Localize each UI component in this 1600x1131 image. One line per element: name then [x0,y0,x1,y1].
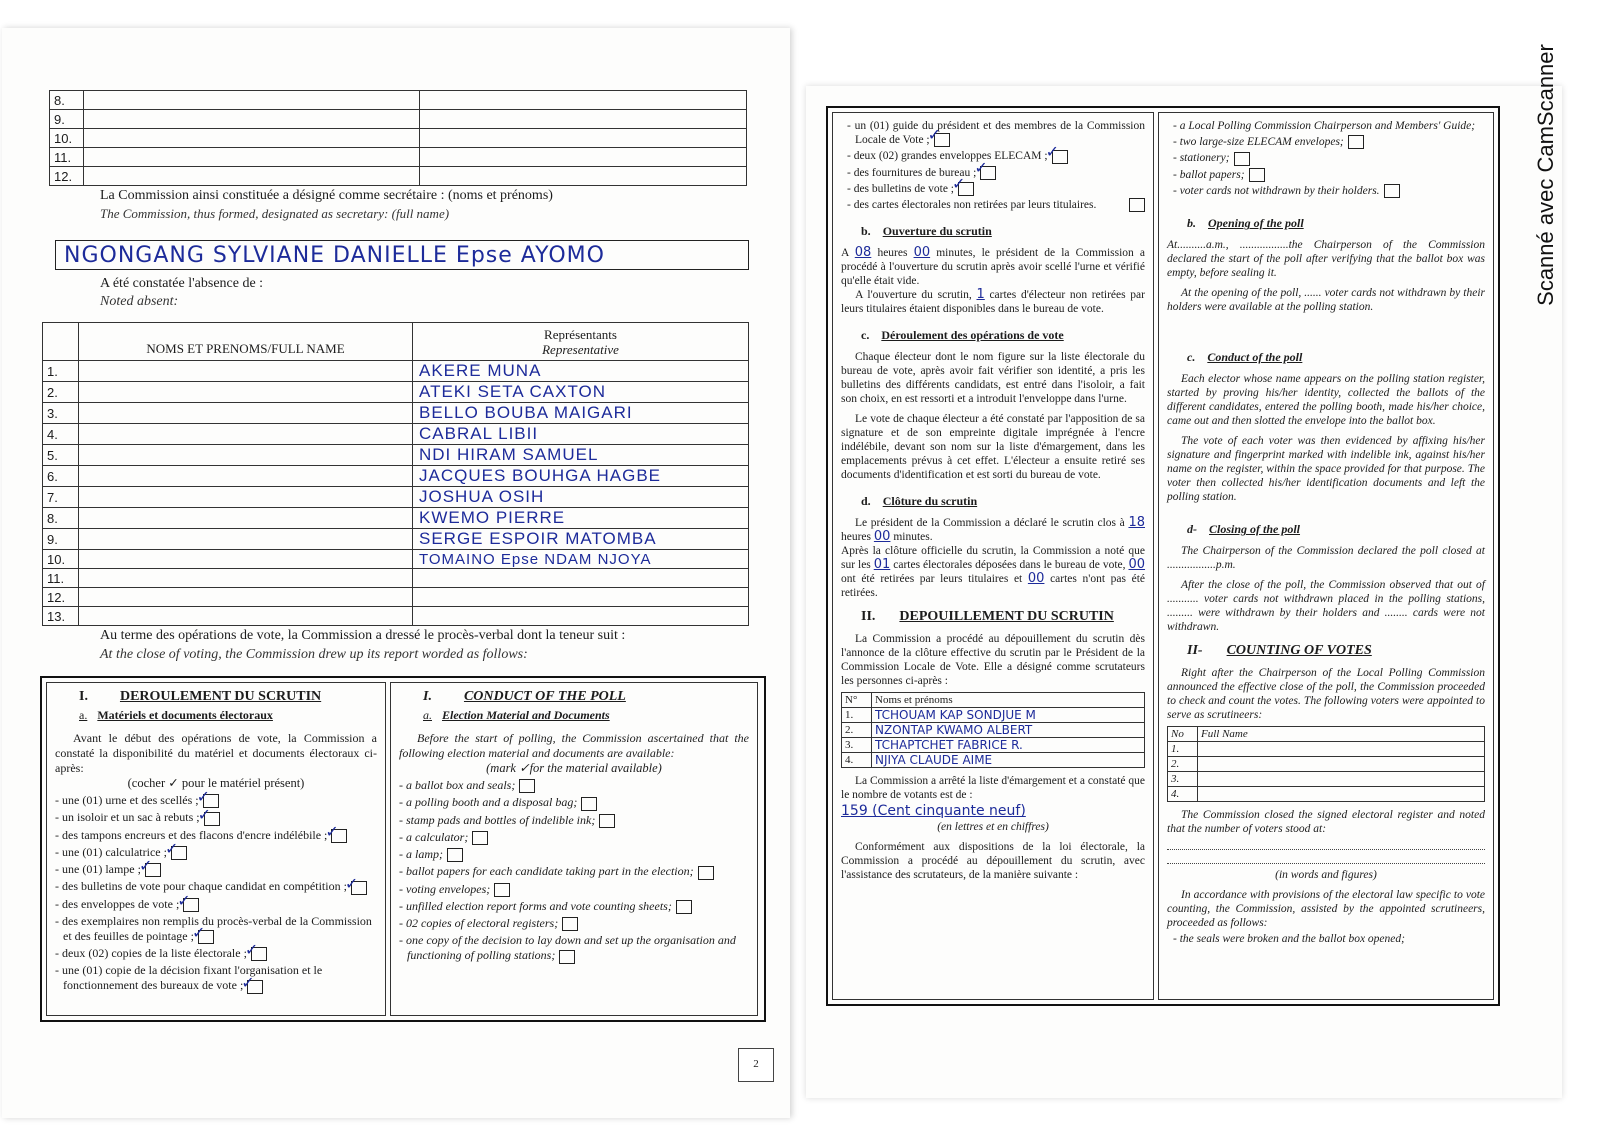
closing-statement-en: At the close of voting, the Commission drew up its report worded as follows: [100,647,528,662]
table-header: N° Noms et prénoms [842,693,1145,708]
material-list-en [399,778,749,964]
list-item: - une (01) lampe ;✓ [55,862,377,877]
opening-text-2-en: At the opening of the poll, ...... voter cards not withdrawn by their holders were available at the polling station. [1167,287,1485,314]
checkbox[interactable] [676,900,692,914]
row-number: 9. [50,110,84,129]
table-row [50,91,747,110]
closing-title-en: d- Closing of the poll [1187,522,1301,537]
closing-minutes: 00 [873,529,891,545]
right-column-fr [832,112,1154,1000]
top-table [49,90,747,186]
material-list-en-continued [1173,119,1485,198]
checkbox[interactable] [980,166,996,180]
list-item: - a calculator; [399,830,749,845]
table-row: 5. NDI HIRAM SAMUEL [43,445,749,466]
intro-text-fr: Avant le début des opérations de vote, la Commission a constaté la disponibilité du matériel et documents électoraux ci-après: [55,731,377,775]
subsection-title-fr: a. Matériels et documents électoraux [79,708,273,722]
closing-cards-not-withdrawn: 00 [1027,571,1045,587]
row-number: 10. [50,129,84,148]
voting-operations-text-2-fr: Le vote de chaque électeur a été constaté par l'apposition de sa signature et de son empreinte digitale imprégnée à l'encre indélébile, devant son nom sur la liste d'émargement, dans les emplacements prévus à cet effet. L'électeur a ensuite retiré ses documents d'identification et est sorti du bureau de vote. [841,413,1145,482]
checkbox[interactable] [519,779,535,793]
checkbox[interactable] [1129,198,1145,212]
opening-title-fr: b. Ouverture du scrutin [861,224,992,239]
section-title-en: I. CONDUCT OF THE POLL [423,689,626,704]
list-item: - ballot papers; [1173,168,1485,182]
list-item: - une (01) calculatrice ;✓ [55,845,377,860]
table-row [50,110,747,129]
checkbox[interactable] [145,863,161,877]
conduct-text-1-en: Each elector whose name appears on the polling station register, started by proving his/her identity, collected the ballots of the different candidates, entered the polling booth, made his/her choice, came out and then slotted the envelope into the ballot box. [1167,373,1485,428]
checkbox[interactable] [1052,150,1068,164]
list-item: - stamp pads and bottles of indelible ink; [399,813,749,828]
row-number: 12. [50,167,84,186]
representative-name: NDI HIRAM SAMUEL [413,445,749,466]
closing-statement-fr: Au terme des opérations de vote, la Commission a dressé le procès-verbal dont la teneur suit : [100,628,626,643]
representative-name: BELLO BOUBA MAIGARI [413,403,749,424]
scrutineer-name: TCHOUAM KAP SONDJUE M [872,708,1145,723]
col-rep-en: Representative [542,341,619,357]
checkbox[interactable] [198,930,214,944]
representative-name [413,588,749,607]
table-row: 1. [1168,742,1485,757]
table-row: 9. SERGE ESPOIR MATOMBA [43,529,749,550]
voters-note-en: (in words and figures) [1275,869,1377,882]
table-row: 11. [43,569,749,588]
list-item: - voting envelopes; [399,882,749,897]
column-header-rep [413,323,749,361]
counting-text-en: Right after the Chairperson of the Local Polling Commission announced the effective close of the poll, the Commission proceeded to check and count the votes. The following voters were appointed to serve as scrutineers: [1167,667,1485,722]
table-row: 2. ATEKI SETA CAXTON [43,382,749,403]
left-page [2,28,790,1118]
table-row: 7. JOSHUA OSIH [43,487,749,508]
opening-cards: 1 [976,287,985,303]
checkbox[interactable] [1348,135,1364,149]
table-row: 3. TCHAPTCHET FABRICE R. [842,738,1145,753]
checkbox[interactable] [698,866,714,880]
closing-text-fr: Le président de la Commission a déclaré le scrutin clos à 18 heures 00 minutes. Après la clôture officielle du scrutin, la Commission a noté que sur les 01 cartes électorales déposées dans le bureau de vote, 00 ont été retirées par leurs titulaires et 00 cartes n'ont pas été retirées. [841,515,1146,600]
checkbox[interactable] [247,980,263,994]
list-item: - a polling booth and a disposal bag; [399,795,749,810]
table-row: 1. TCHOUAM KAP SONDJUE M [842,708,1145,723]
list-item: - stationery; [1173,151,1485,165]
voters-blank-line[interactable] [1167,852,1485,864]
list-item: - une (01) copie de la décision fixant l'organisation et le fonctionnement des bureaux de vote ;✓ [55,963,377,993]
table-row: 4. [1168,787,1485,802]
checkbox[interactable] [494,883,510,897]
table-row: 10. TOMAINO Epse NDAM NJOYA [43,550,749,569]
scrutineer-name: TCHAPTCHET FABRICE R. [872,738,1145,753]
voting-operations-text-1-fr: Chaque électeur dont le nom figure sur la liste électorale du bureau de vote, après avoir fait vérifier son identité, a pris les bulletins des différents candidats, est entré dans l'isoloir, a fait son choix, en est ressorti et a introduit l'enveloppe dans l'urne. [841,351,1145,406]
list-item: - un isoloir et un sac à rebuts ;✓ [55,810,377,825]
checkbox[interactable] [171,846,187,860]
checkbox[interactable] [599,814,615,828]
list-item: - one copy of the decision to lay down and set up the organisation and functioning of polling stations; [399,933,736,963]
table-row: 3. BELLO BOUBA MAIGARI [43,403,749,424]
representative-name: KWEMO PIERRE [413,508,749,529]
list-item: - a lamp; [399,847,749,862]
voters-blank-line[interactable] [1167,838,1485,850]
secretary-label-fr: La Commission ainsi constituée a désigné comme secrétaire : (noms et prénoms) [100,188,553,203]
absent-label-en: Noted absent: [100,294,179,309]
counting-title-fr: II. DEPOUILLEMENT DU SCRUTIN [861,609,1114,625]
mark-instruction-fr: (cocher ✓ pour le matériel présent) [127,776,305,790]
counting-title-en: II- COUNTING OF VOTES [1187,643,1372,659]
checkbox[interactable] [958,182,974,196]
secretary-name: NGONGANG SYLVIANE DANIELLE Epse AYOMO [55,240,749,270]
conduct-of-poll-frame [40,676,766,1022]
opening-text-fr: A 08 heures 00 minutes, le président de la Commission a procédé à l'ouverture du scrutin après avoir scellé l'urne et vérifié qu'elle était vide. A l'ouverture du scrutin, 1 cartes d'électeur non retirées par leurs titulaires étaient disponibles dans le bureau de vote. [841,245,1146,316]
checkbox[interactable] [1384,184,1400,198]
secretary-label-en: The Commission, thus formed, designated as secretary: (full name) [100,206,450,221]
table-row: 13. [43,607,749,626]
absent-label-fr: A été constatée l'absence de : [100,276,264,291]
voting-operations-title-fr: c. Déroulement des opérations de vote [861,328,1064,343]
voters-note-fr: (en lettres et en chiffres) [937,821,1049,834]
conduct-column-en [390,682,758,1016]
checkbox[interactable] [1249,168,1265,182]
row-number: 11. [50,148,84,167]
representative-name: JACQUES BOUHGA HAGBE [413,466,749,487]
checkbox[interactable] [472,831,488,845]
table-row [50,167,747,186]
checkbox[interactable] [251,947,267,961]
counting-text-fr: La Commission a procédé au dépouillement du scrutin dès l'annonce de la clôture effective du scrutin par le Président de la Commission Locale de Vote. Elle a désigné comme scrutateurs les personnes ci-après : [841,633,1145,688]
scrutineers-table-fr [841,692,1145,768]
opening-title-en: b. Opening of the poll [1187,216,1304,231]
right-page-frame [826,106,1500,1006]
list-item: - ballot papers for each candidate taking part in the election; [399,864,749,879]
opening-minutes: 00 [913,245,931,261]
material-list-fr-continued [847,119,1145,212]
representative-name: TOMAINO Epse NDAM NJOYA [413,550,749,569]
voters-count: 159 (Cent cinquante neuf) [841,803,1026,820]
checkbox[interactable] [331,829,347,843]
row-number: 8. [50,91,84,110]
column-header-name: NOMS ET PRENOMS/FULL NAME [79,323,413,361]
list-item: - des bulletins de vote ;✓ [847,182,1145,196]
representative-name: ATEKI SETA CAXTON [413,382,749,403]
checkbox[interactable] [204,812,220,826]
checkbox[interactable] [559,950,575,964]
checkbox[interactable] [447,848,463,862]
list-item: - des cartes électorales non retirées par leurs titulaires. [847,198,1145,212]
closing-cards-withdrawn: 00 [1128,557,1146,573]
final-text-fr: Conformément aux dispositions de la loi électorale, la Commission a procédé au dépouillement du scrutin, avec l'assistance des scrutateurs, de la manière suivante : [841,841,1145,882]
right-page [806,86,1562,1098]
list-item: - des fournitures de bureau ;✓ [847,166,1145,180]
table-header: No Full Name [1168,727,1485,742]
table-row [50,148,747,167]
list-item: - des bulletins de vote pour chaque candidat en compétition ;✓ [55,879,377,894]
material-list-fr [55,793,377,994]
list-item: - des enveloppes de vote ;✓ [55,897,377,912]
intro-text-en: Before the start of polling, the Commission ascertained that the following election material and documents are available: [399,731,749,760]
list-item: - unfilled election report forms and vote counting sheets; [399,899,749,914]
camscanner-watermark: Scanné avec CamScanner [1533,44,1558,306]
page-number: 2 [738,1048,774,1082]
list-item: - des tampons encreurs et des flacons d'encre indélébile ;✓ [55,828,377,843]
table-row: 2. NZONTAP KWAMO ALBERT [842,723,1145,738]
mark-instruction-en: (mark ✓for the material available) [486,761,662,775]
representative-name: AKERE MUNA [413,361,749,382]
conduct-text-2-en: The vote of each voter was then evidenced by affixing his/her signature and fingerprint marked with indelible ink, against his/her name on the register, within the space provided for that purpose. The voter then collected his/her identification documents and left the polling station. [1167,435,1485,504]
closing-hours: 18 [1128,515,1145,531]
subsection-title-en: a. Election Material and Documents [423,708,610,722]
table-row: 6. JACQUES BOUHGA HAGBE [43,466,749,487]
representative-name [413,607,749,626]
opening-hours: 08 [854,245,872,261]
conduct-title-en: c. Conduct of the poll [1187,350,1303,365]
table-row: 2. [1168,757,1485,772]
checkbox[interactable] [1234,152,1250,166]
representative-name: JOSHUA OSIH [413,487,749,508]
voters-text-fr: La Commission a arrêté la liste d'émargement et a constaté que le nombre de votants est de : [841,775,1145,802]
list-item: - a Local Polling Commission Chairperson and Members' Guide; [1173,120,1476,132]
table-row: 8. KWEMO PIERRE [43,508,749,529]
checkbox[interactable] [934,133,950,147]
right-column-en [1158,112,1494,1000]
table-row: 4. NJIYA CLAUDE AIME [842,753,1145,768]
closing-cards-deposited: 01 [873,557,891,573]
scrutineer-name: NJIYA CLAUDE AIME [872,753,1145,768]
list-item: - des exemplaires non remplis du procès-verbal de la Commission et des feuilles de pointage ;✓ [55,914,377,944]
table-row: 3. [1168,772,1485,787]
checkbox[interactable] [581,797,597,811]
section-title-fr: I. DEROULEMENT DU SCRUTIN [79,689,322,704]
list-item: - deux (02) grandes enveloppes ELECAM ;✓ [847,149,1145,163]
closing-text-1-en: The Chairperson of the Commission declared the poll closed at .................p.m. [1167,545,1485,572]
final-text-en: In accordance with provisions of the electoral law specific to vote counting, the Commission, assisted by the appointed scrutineers, proceeded as follows: [1167,889,1485,930]
table-row [50,129,747,148]
representative-name: SERGE ESPOIR MATOMBA [413,529,749,550]
table-row: 12. [43,588,749,607]
list-item: - voter cards not withdrawn by their holders. [1173,184,1485,198]
checkbox[interactable] [183,898,199,912]
representative-name [413,569,749,588]
col-rep-fr: Représentants [544,326,617,342]
absent-table [42,322,749,626]
representative-name: CABRAL LIBII [413,424,749,445]
list-item: - a ballot box and seals; [399,778,749,793]
closing-title-fr: d. Clôture du scrutin [861,494,978,509]
table-row: 4. CABRAL LIBII [43,424,749,445]
table-header [43,323,749,361]
final-item-en: - the seals were broken and the ballot box opened; [1173,933,1405,946]
list-item: - deux (02) copies de la liste électorale ;✓ [55,946,377,961]
conduct-column-fr [46,682,386,1016]
list-item: - une (01) urne et des scellés ;✓ [55,793,377,808]
checkbox[interactable] [351,881,367,895]
voters-text-en: The Commission closed the signed electoral register and noted that the number of voters stood at: [1167,809,1485,836]
scrutineer-name: NZONTAP KWAMO ALBERT [872,723,1145,738]
closing-text-2-en: After the close of the poll, the Commission observed that out of ........... voter cards not withdrawn placed in the polling stations, ......... were withdrawn by their holders and ........ cards were not withdrawn. [1167,579,1485,634]
list-item: - 02 copies of electoral registers; [399,916,749,931]
checkbox[interactable] [562,917,578,931]
scrutineers-table-en [1167,726,1485,802]
list-item: - un (01) guide du président et des membres de la Commission Locale de Vote ;✓ [847,119,1145,147]
opening-text-1-en: At..........a.m., .................the Chairperson of the Commission declared the start of the poll after verifying that the ballot box was empty, before sealing it. [1167,239,1485,280]
table-row: 1. AKERE MUNA [43,361,749,382]
list-item: - two large-size ELECAM envelopes; [1173,135,1485,149]
